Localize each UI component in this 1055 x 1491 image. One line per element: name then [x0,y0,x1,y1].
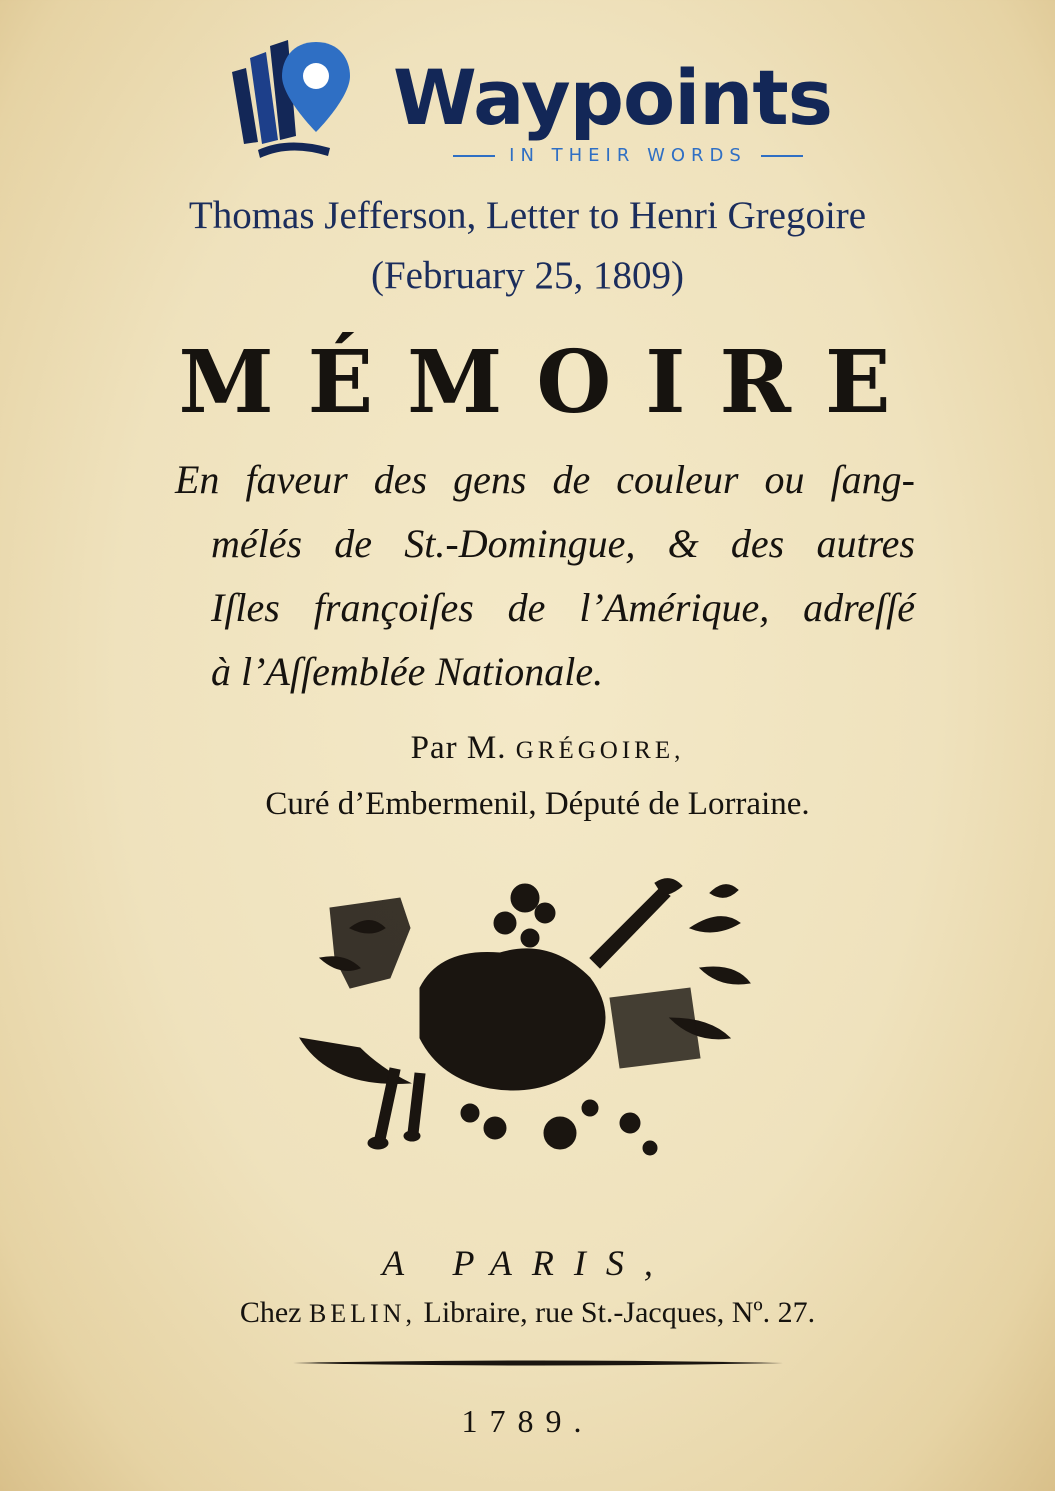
subtitle-line: à l’Aſſemblée Nationale. [211,649,604,694]
author-prefix: Par M. [410,730,507,766]
memoire-heading: MÉMOIRE [178,332,925,433]
document-date: (February 25, 1809) [370,254,684,297]
imprint-year: 1789. [461,1403,594,1439]
tagline-right-rule [761,155,803,157]
publisher-address: Libraire, rue St.-Jacques, Nº. 27. [423,1296,816,1329]
map-pin-book-icon [218,32,358,162]
brand-name: Waypoints [393,53,832,142]
author-title: Curé d’Embermenil, Député de Lorraine. [265,786,810,822]
tagline-text: IN THEIR WORDS [509,145,747,166]
brand-tagline [413,145,843,166]
engraved-trophy-ornament [290,868,770,1178]
author-line [20,732,1055,765]
publisher-name: BELIN, [308,1299,416,1328]
publisher-prefix: Chez [239,1296,302,1329]
subtitle-line: En faveur des gens de couleur ou ſang- [175,457,915,502]
subtitle-line: mélés de St.-Domingue, & des autres [211,521,915,566]
waypoints-logo [218,32,868,172]
subtitle-line: Iſles françoiſes de l’Amérique, adreſſé [211,585,915,630]
author-name: GRÉGOIRE, [515,737,685,764]
subtitle-block [175,448,915,704]
imprint-publisher [0,1298,1055,1328]
imprint-divider [293,1358,783,1368]
tagline-left-rule [453,155,495,157]
document-title: Thomas Jefferson, Letter to Henri Gregoire [188,194,867,237]
imprint-city: A PARIS, [382,1243,673,1283]
